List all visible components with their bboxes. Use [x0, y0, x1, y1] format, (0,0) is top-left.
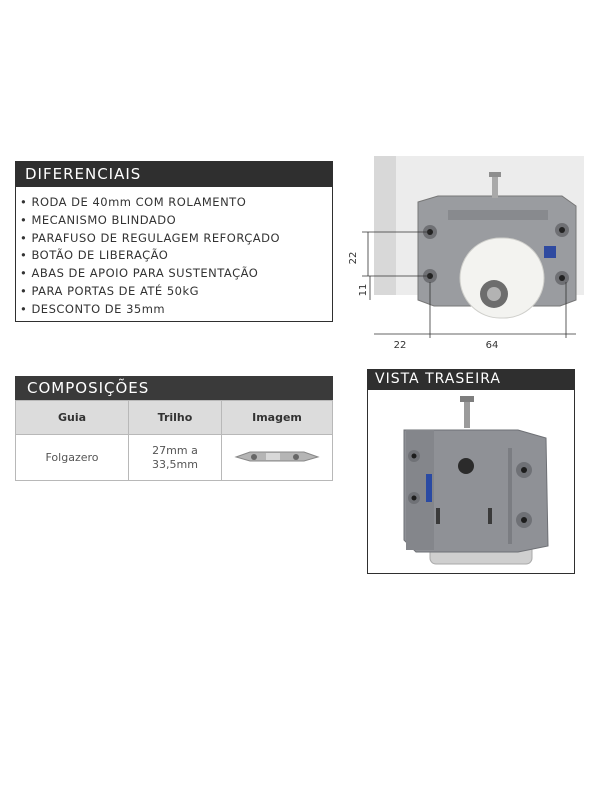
list-item: • PARAFUSO DE REGULAGEM REFORÇADO — [20, 230, 280, 248]
composicoes-table — [15, 400, 333, 481]
diferenciais-title: DIFERENCIAIS — [15, 161, 333, 187]
trilho-cell — [129, 435, 222, 481]
trilho-line: 27mm a — [152, 443, 198, 457]
dimension-label: 11 — [358, 283, 369, 297]
rail-guide-image — [234, 446, 320, 466]
list-item: • BOTÃO DE LIBERAÇÃO — [20, 247, 280, 265]
trilho-line: 33,5mm — [152, 457, 198, 471]
product-dimension-photo — [340, 150, 600, 365]
composicoes-title: COMPOSIÇÕES — [15, 376, 333, 400]
list-item: • RODA DE 40mm COM ROLAMENTO — [20, 194, 280, 212]
list-item: • MECANISMO BLINDADO — [20, 212, 280, 230]
diferenciais-list — [20, 194, 280, 319]
list-item: • DESCONTO DE 35mm — [20, 301, 280, 319]
dimension-label: 64 — [485, 340, 499, 351]
column-header: Imagem — [222, 401, 333, 435]
rear-view-image — [368, 390, 574, 573]
table-row — [16, 435, 333, 481]
vista-traseira-title: VISTA TRASEIRA — [367, 369, 575, 390]
guia-cell: Folgazero — [16, 435, 129, 481]
list-item: • ABAS DE APOIO PARA SUSTENTAÇÃO — [20, 265, 280, 283]
column-header: Guia — [16, 401, 129, 435]
dimension-label: 22 — [348, 251, 359, 265]
list-item: • PARA PORTAS DE ATÉ 50kG — [20, 283, 280, 301]
imagem-cell — [222, 435, 333, 481]
table-header-row — [16, 401, 333, 435]
column-header: Trilho — [129, 401, 222, 435]
dimension-label: 22 — [393, 340, 407, 351]
